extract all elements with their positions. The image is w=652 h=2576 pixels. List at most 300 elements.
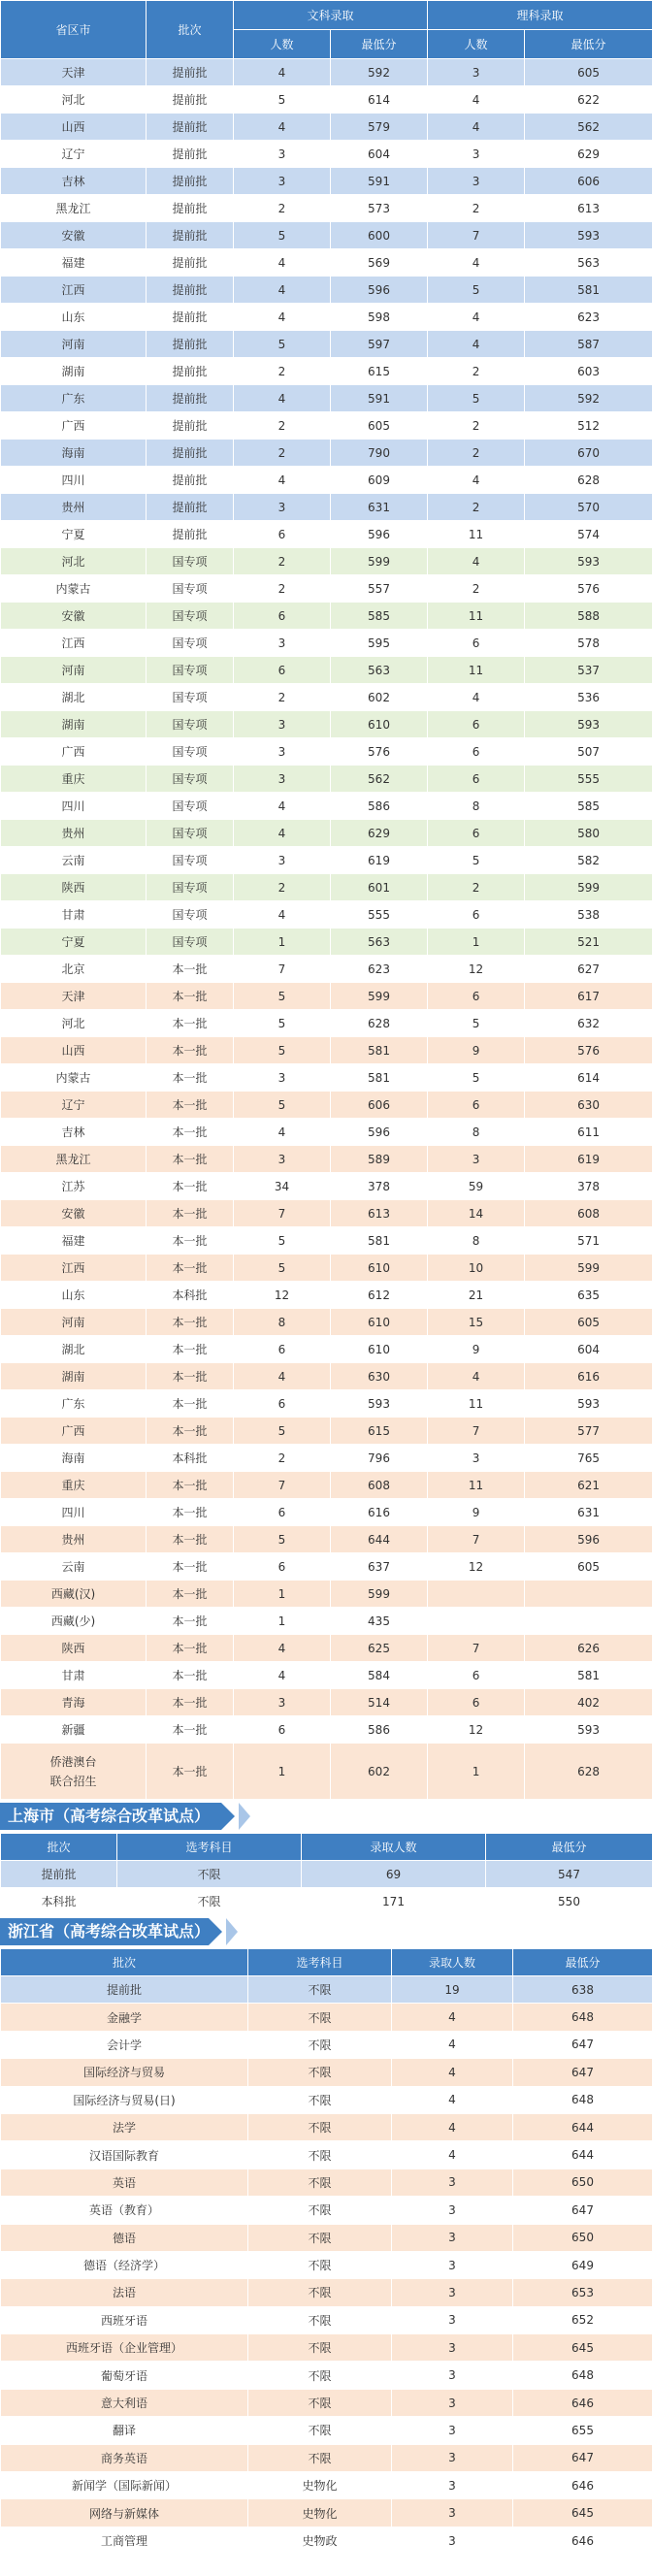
header-batch: 批次 [1, 1949, 248, 1976]
arts-min-cell: 637 [331, 1553, 428, 1581]
arts-min-cell: 591 [331, 168, 428, 195]
arts-count-cell: 3 [234, 1689, 331, 1716]
province-cell: 贵州 [1, 820, 147, 847]
arts-min-cell: 435 [331, 1608, 428, 1635]
science-min-cell: 605 [525, 59, 652, 86]
science-count-cell: 2 [428, 494, 525, 521]
province-cell: 甘肃 [1, 901, 147, 929]
arts-min-cell: 600 [331, 222, 428, 249]
science-min-cell: 614 [525, 1064, 652, 1092]
table-row [1, 1689, 652, 1716]
batch-cell: 本一批 [147, 1227, 234, 1255]
science-min-cell: 599 [525, 874, 652, 901]
science-min-cell: 538 [525, 901, 652, 929]
min-score-cell: 649 [513, 2251, 652, 2278]
batch-cell: 本一批 [147, 956, 234, 983]
table-row [1, 1888, 652, 1915]
batch-cell: 本一批 [147, 1553, 234, 1581]
table-row [1, 2086, 652, 2113]
table-row [1, 874, 652, 901]
table-row [1, 2113, 652, 2140]
arts-min-cell: 608 [331, 1472, 428, 1499]
province-cell: 山东 [1, 1282, 147, 1309]
batch-cell: 提前批 [147, 168, 234, 195]
science-min-cell: 629 [525, 141, 652, 168]
arts-count-cell: 3 [234, 168, 331, 195]
arts-count-cell: 3 [234, 766, 331, 793]
science-count-cell: 6 [428, 1092, 525, 1119]
arts-min-cell: 586 [331, 1716, 428, 1744]
batch-cell: 国专项 [147, 820, 234, 847]
science-count-cell: 14 [428, 1200, 525, 1227]
arts-count-cell: 2 [234, 358, 331, 385]
arts-min-cell: 604 [331, 141, 428, 168]
header-batch: 批次 [147, 1, 234, 59]
table-row [1, 766, 652, 793]
arts-min-cell: 629 [331, 820, 428, 847]
batch-cell: 国专项 [147, 874, 234, 901]
arts-min-cell: 606 [331, 1092, 428, 1119]
subjects-cell: 不限 [248, 2086, 392, 2113]
arts-min-cell: 579 [331, 114, 428, 141]
province-cell: 河北 [1, 1010, 147, 1037]
province-cell: 广东 [1, 385, 147, 412]
batch-cell: 金融学 [1, 2004, 248, 2031]
province-cell: 青海 [1, 1689, 147, 1716]
arts-count-cell: 3 [234, 1064, 331, 1092]
batch-cell: 汉语国际教育 [1, 2141, 248, 2168]
table-row [1, 2141, 652, 2168]
province-cell: 广西 [1, 412, 147, 440]
arts-min-cell: 602 [331, 684, 428, 711]
science-min-cell: 617 [525, 983, 652, 1010]
min-score-cell: 646 [513, 2527, 652, 2554]
table-row [1, 1499, 652, 1526]
arts-count-cell: 4 [234, 1662, 331, 1689]
batch-cell: 意大利语 [1, 2389, 248, 2416]
science-count-cell: 1 [428, 1744, 525, 1800]
science-min-cell: 580 [525, 820, 652, 847]
science-min-cell: 632 [525, 1010, 652, 1037]
admitted-cell: 3 [392, 2334, 513, 2362]
table-row [1, 956, 652, 983]
arts-min-cell: 601 [331, 874, 428, 901]
science-min-cell: 578 [525, 630, 652, 657]
min-score-cell: 648 [513, 2086, 652, 2113]
table-row [1, 684, 652, 711]
table-row [1, 983, 652, 1010]
table-row [1, 2444, 652, 2471]
arts-min-cell: 623 [331, 956, 428, 983]
table-row [1, 548, 652, 575]
subjects-cell: 史物化 [248, 2499, 392, 2527]
province-cell: 吉林 [1, 1119, 147, 1146]
batch-cell: 本科批 [147, 1282, 234, 1309]
science-min-cell: 611 [525, 1119, 652, 1146]
science-min-cell: 670 [525, 440, 652, 467]
arts-count-cell: 5 [234, 222, 331, 249]
batch-cell: 本一批 [147, 1635, 234, 1662]
science-count-cell: 6 [428, 1689, 525, 1716]
province-cell: 天津 [1, 983, 147, 1010]
arts-count-cell: 4 [234, 1635, 331, 1662]
arts-min-cell: 625 [331, 1635, 428, 1662]
science-count-cell [428, 1608, 525, 1635]
province-cell: 山西 [1, 1037, 147, 1064]
science-count-cell: 12 [428, 1716, 525, 1744]
shanghai-banner-title: 上海市（高考综合改革试点） [0, 1803, 221, 1830]
arts-min-cell: 599 [331, 548, 428, 575]
header-province: 省区市 [1, 1, 147, 59]
province-cell: 江西 [1, 1255, 147, 1282]
arts-count-cell: 6 [234, 603, 331, 630]
arts-min-cell: 581 [331, 1064, 428, 1092]
table-row [1, 1716, 652, 1744]
arts-count-cell: 4 [234, 820, 331, 847]
admitted-cell: 4 [392, 2059, 513, 2086]
header-subjects: 选考科目 [248, 1949, 392, 1976]
science-count-cell: 5 [428, 385, 525, 412]
table-row [1, 467, 652, 494]
arts-min-cell: 585 [331, 603, 428, 630]
province-cell: 宁夏 [1, 521, 147, 548]
min-score-cell: 652 [513, 2306, 652, 2333]
header-min-score: 最低分 [513, 1949, 652, 1976]
province-cell: 江西 [1, 630, 147, 657]
batch-cell: 本一批 [147, 1363, 234, 1390]
table-row [1, 168, 652, 195]
table-row [1, 2362, 652, 2389]
admitted-cell: 3 [392, 2224, 513, 2251]
science-min-cell: 581 [525, 277, 652, 304]
science-count-cell: 4 [428, 249, 525, 277]
arts-min-cell: 514 [331, 1689, 428, 1716]
province-cell: 新疆 [1, 1716, 147, 1744]
batch-cell: 提前批 [1, 1861, 117, 1888]
province-cell: 辽宁 [1, 141, 147, 168]
arts-count-cell: 4 [234, 793, 331, 820]
arts-min-cell: 555 [331, 901, 428, 929]
arts-min-cell: 609 [331, 467, 428, 494]
batch-cell: 工商管理 [1, 2527, 248, 2554]
arts-count-cell: 1 [234, 1608, 331, 1635]
science-min-cell: 596 [525, 1526, 652, 1553]
arts-min-cell: 563 [331, 929, 428, 956]
province-cell: 湖南 [1, 1363, 147, 1390]
arts-min-cell: 598 [331, 304, 428, 331]
batch-cell: 提前批 [147, 440, 234, 467]
arts-count-cell: 1 [234, 1581, 331, 1608]
science-min-cell: 536 [525, 684, 652, 711]
province-cell: 河北 [1, 86, 147, 114]
min-score-cell: 647 [513, 2197, 652, 2224]
arts-min-cell: 610 [331, 1309, 428, 1336]
science-count-cell: 9 [428, 1336, 525, 1363]
table-row [1, 2389, 652, 2416]
arts-count-cell: 6 [234, 1390, 331, 1418]
province-cell: 湖南 [1, 358, 147, 385]
science-count-cell: 21 [428, 1282, 525, 1309]
min-score-cell: 647 [513, 2031, 652, 2058]
science-count-cell: 4 [428, 548, 525, 575]
subjects-cell: 不限 [248, 2168, 392, 2196]
subjects-cell: 不限 [248, 2141, 392, 2168]
batch-cell: 提前批 [147, 358, 234, 385]
batch-cell: 本一批 [147, 1010, 234, 1037]
header-admitted: 录取人数 [392, 1949, 513, 1976]
min-score-cell: 650 [513, 2168, 652, 2196]
arts-count-cell: 2 [234, 440, 331, 467]
arts-count-cell: 7 [234, 1472, 331, 1499]
batch-cell: 英语（教育） [1, 2197, 248, 2224]
batch-cell: 本一批 [147, 1716, 234, 1744]
province-cell: 广西 [1, 738, 147, 766]
province-line: 联合招生 [49, 1774, 97, 1788]
science-count-cell: 4 [428, 114, 525, 141]
arts-count-cell: 2 [234, 684, 331, 711]
min-score-cell: 645 [513, 2334, 652, 2362]
science-count-cell: 5 [428, 847, 525, 874]
science-count-cell: 4 [428, 1363, 525, 1390]
batch-cell: 西班牙语 [1, 2306, 248, 2333]
arts-min-cell: 596 [331, 277, 428, 304]
header-batch: 批次 [1, 1834, 117, 1861]
table-row [1, 847, 652, 874]
table-row [1, 249, 652, 277]
batch-cell: 提前批 [147, 141, 234, 168]
table-row [1, 1309, 652, 1336]
table-row [1, 1861, 652, 1888]
science-count-cell: 5 [428, 1010, 525, 1037]
arts-count-cell: 6 [234, 521, 331, 548]
arts-count-cell: 3 [234, 494, 331, 521]
province-cell: 河南 [1, 657, 147, 684]
arts-min-cell: 644 [331, 1526, 428, 1553]
subjects-cell: 不限 [248, 2197, 392, 2224]
admitted-cell: 4 [392, 2031, 513, 2058]
batch-cell: 英语 [1, 2168, 248, 2196]
batch-cell: 会计学 [1, 2031, 248, 2058]
arts-min-cell: 589 [331, 1146, 428, 1173]
table-row [1, 1635, 652, 1662]
batch-cell: 本一批 [147, 1581, 234, 1608]
science-min-cell: 593 [525, 711, 652, 738]
science-min-cell: 593 [525, 548, 652, 575]
subjects-cell: 不限 [248, 2417, 392, 2444]
admitted-cell: 3 [392, 2306, 513, 2333]
table-row [1, 2499, 652, 2527]
table-row [1, 820, 652, 847]
header-science-count: 人数 [428, 30, 525, 59]
science-count-cell: 7 [428, 1635, 525, 1662]
province-cell: 甘肃 [1, 1662, 147, 1689]
science-min-cell: 581 [525, 1662, 652, 1689]
min-score-cell: 650 [513, 2224, 652, 2251]
arts-count-cell: 5 [234, 1255, 331, 1282]
arts-count-cell: 1 [234, 1744, 331, 1800]
science-count-cell: 4 [428, 304, 525, 331]
arts-count-cell: 4 [234, 1363, 331, 1390]
science-min-cell: 630 [525, 1092, 652, 1119]
arts-min-cell: 563 [331, 657, 428, 684]
science-count-cell: 6 [428, 983, 525, 1010]
province-cell: 内蒙古 [1, 1064, 147, 1092]
subjects-cell: 不限 [248, 2444, 392, 2471]
science-min-cell: 576 [525, 575, 652, 603]
science-min-cell: 507 [525, 738, 652, 766]
province-cell: 安徽 [1, 222, 147, 249]
science-min-cell: 521 [525, 929, 652, 956]
arts-count-cell: 7 [234, 1200, 331, 1227]
arts-count-cell: 4 [234, 249, 331, 277]
min-score-cell: 644 [513, 2141, 652, 2168]
science-count-cell: 7 [428, 1418, 525, 1445]
arts-count-cell: 5 [234, 1037, 331, 1064]
province-cell: 北京 [1, 956, 147, 983]
province-cell: 西藏(汉) [1, 1581, 147, 1608]
province-cell: 江西 [1, 277, 147, 304]
table-row [1, 901, 652, 929]
province-cell: 云南 [1, 1553, 147, 1581]
arts-min-cell: 614 [331, 86, 428, 114]
table-row [1, 277, 652, 304]
science-count-cell: 8 [428, 793, 525, 820]
table-row [1, 412, 652, 440]
table-row [1, 2224, 652, 2251]
arts-count-cell: 5 [234, 1010, 331, 1037]
batch-cell: 本一批 [147, 1173, 234, 1200]
arts-count-cell: 4 [234, 59, 331, 86]
province-cell: 四川 [1, 1499, 147, 1526]
min-score-cell: 547 [486, 1861, 652, 1888]
science-min-cell: 606 [525, 168, 652, 195]
table-row [1, 1255, 652, 1282]
province-cell: 福建 [1, 1227, 147, 1255]
table-row [1, 2417, 652, 2444]
science-count-cell [428, 1581, 525, 1608]
province-cell: 河北 [1, 548, 147, 575]
batch-cell: 提前批 [147, 277, 234, 304]
science-min-cell: 608 [525, 1200, 652, 1227]
arts-min-cell: 581 [331, 1037, 428, 1064]
subjects-cell: 史物政 [248, 2527, 392, 2554]
table-row [1, 1064, 652, 1092]
arts-count-cell: 4 [234, 385, 331, 412]
science-count-cell: 6 [428, 901, 525, 929]
province-cell: 山西 [1, 114, 147, 141]
header-science-min: 最低分 [525, 30, 652, 59]
science-count-cell: 5 [428, 277, 525, 304]
arts-count-cell: 3 [234, 711, 331, 738]
batch-cell: 提前批 [147, 521, 234, 548]
science-min-cell: 619 [525, 1146, 652, 1173]
header-min-score: 最低分 [486, 1834, 652, 1861]
header-arts-min: 最低分 [331, 30, 428, 59]
min-score-cell: 646 [513, 2389, 652, 2416]
arts-count-cell: 4 [234, 304, 331, 331]
arts-count-cell: 2 [234, 874, 331, 901]
table-row [1, 59, 652, 86]
science-count-cell: 2 [428, 874, 525, 901]
arts-min-cell: 612 [331, 1282, 428, 1309]
subjects-cell: 不限 [248, 2031, 392, 2058]
batch-cell: 国专项 [147, 575, 234, 603]
science-min-cell [525, 1608, 652, 1635]
chevron-right-icon [226, 1918, 238, 1945]
province-cell: 河南 [1, 1309, 147, 1336]
subjects-cell: 不限 [248, 2279, 392, 2306]
science-min-cell: 616 [525, 1363, 652, 1390]
science-min-cell: 599 [525, 1255, 652, 1282]
arts-min-cell: 597 [331, 331, 428, 358]
science-count-cell: 1 [428, 929, 525, 956]
province-cell: 安徽 [1, 603, 147, 630]
arts-count-cell: 1 [234, 929, 331, 956]
batch-cell: 提前批 [147, 86, 234, 114]
science-count-cell: 11 [428, 1472, 525, 1499]
science-min-cell: 593 [525, 1390, 652, 1418]
science-count-cell: 3 [428, 141, 525, 168]
subjects-cell: 不限 [248, 2224, 392, 2251]
table-row [1, 2306, 652, 2333]
batch-cell: 德语 [1, 2224, 248, 2251]
science-count-cell: 6 [428, 1662, 525, 1689]
province-cell [1, 1744, 147, 1800]
table-row [1, 1744, 652, 1800]
science-min-cell: 585 [525, 793, 652, 820]
batch-cell: 国专项 [147, 684, 234, 711]
table-row [1, 141, 652, 168]
arts-min-cell: 595 [331, 630, 428, 657]
science-count-cell: 8 [428, 1227, 525, 1255]
province-cell: 陕西 [1, 1635, 147, 1662]
subjects-cell: 不限 [248, 2113, 392, 2140]
table-row [1, 575, 652, 603]
chevron-right-icon [239, 1803, 250, 1830]
batch-cell: 本一批 [147, 1499, 234, 1526]
admitted-cell: 3 [392, 2499, 513, 2527]
table-row [1, 494, 652, 521]
arts-min-cell: 569 [331, 249, 428, 277]
admitted-cell: 3 [392, 2279, 513, 2306]
admitted-cell: 3 [392, 2444, 513, 2471]
table-row [1, 1472, 652, 1499]
arts-min-cell: 591 [331, 385, 428, 412]
table-row [1, 1445, 652, 1472]
subjects-cell: 不限 [248, 2334, 392, 2362]
min-score-cell: 644 [513, 2113, 652, 2140]
table-row [1, 1010, 652, 1037]
arts-count-cell: 4 [234, 114, 331, 141]
table-row [1, 222, 652, 249]
science-min-cell: 622 [525, 86, 652, 114]
min-score-cell: 647 [513, 2059, 652, 2086]
arts-min-cell: 596 [331, 521, 428, 548]
arts-count-cell: 5 [234, 1092, 331, 1119]
batch-cell: 本一批 [147, 1526, 234, 1553]
batch-cell: 本科批 [147, 1445, 234, 1472]
min-score-cell: 550 [486, 1888, 652, 1915]
science-count-cell: 8 [428, 1119, 525, 1146]
arts-min-cell: 615 [331, 1418, 428, 1445]
arts-min-cell: 576 [331, 738, 428, 766]
science-min-cell: 555 [525, 766, 652, 793]
arts-count-cell: 6 [234, 1716, 331, 1744]
arts-min-cell: 562 [331, 766, 428, 793]
table-row [1, 2004, 652, 2031]
table-row [1, 1608, 652, 1635]
batch-cell: 本一批 [147, 1390, 234, 1418]
